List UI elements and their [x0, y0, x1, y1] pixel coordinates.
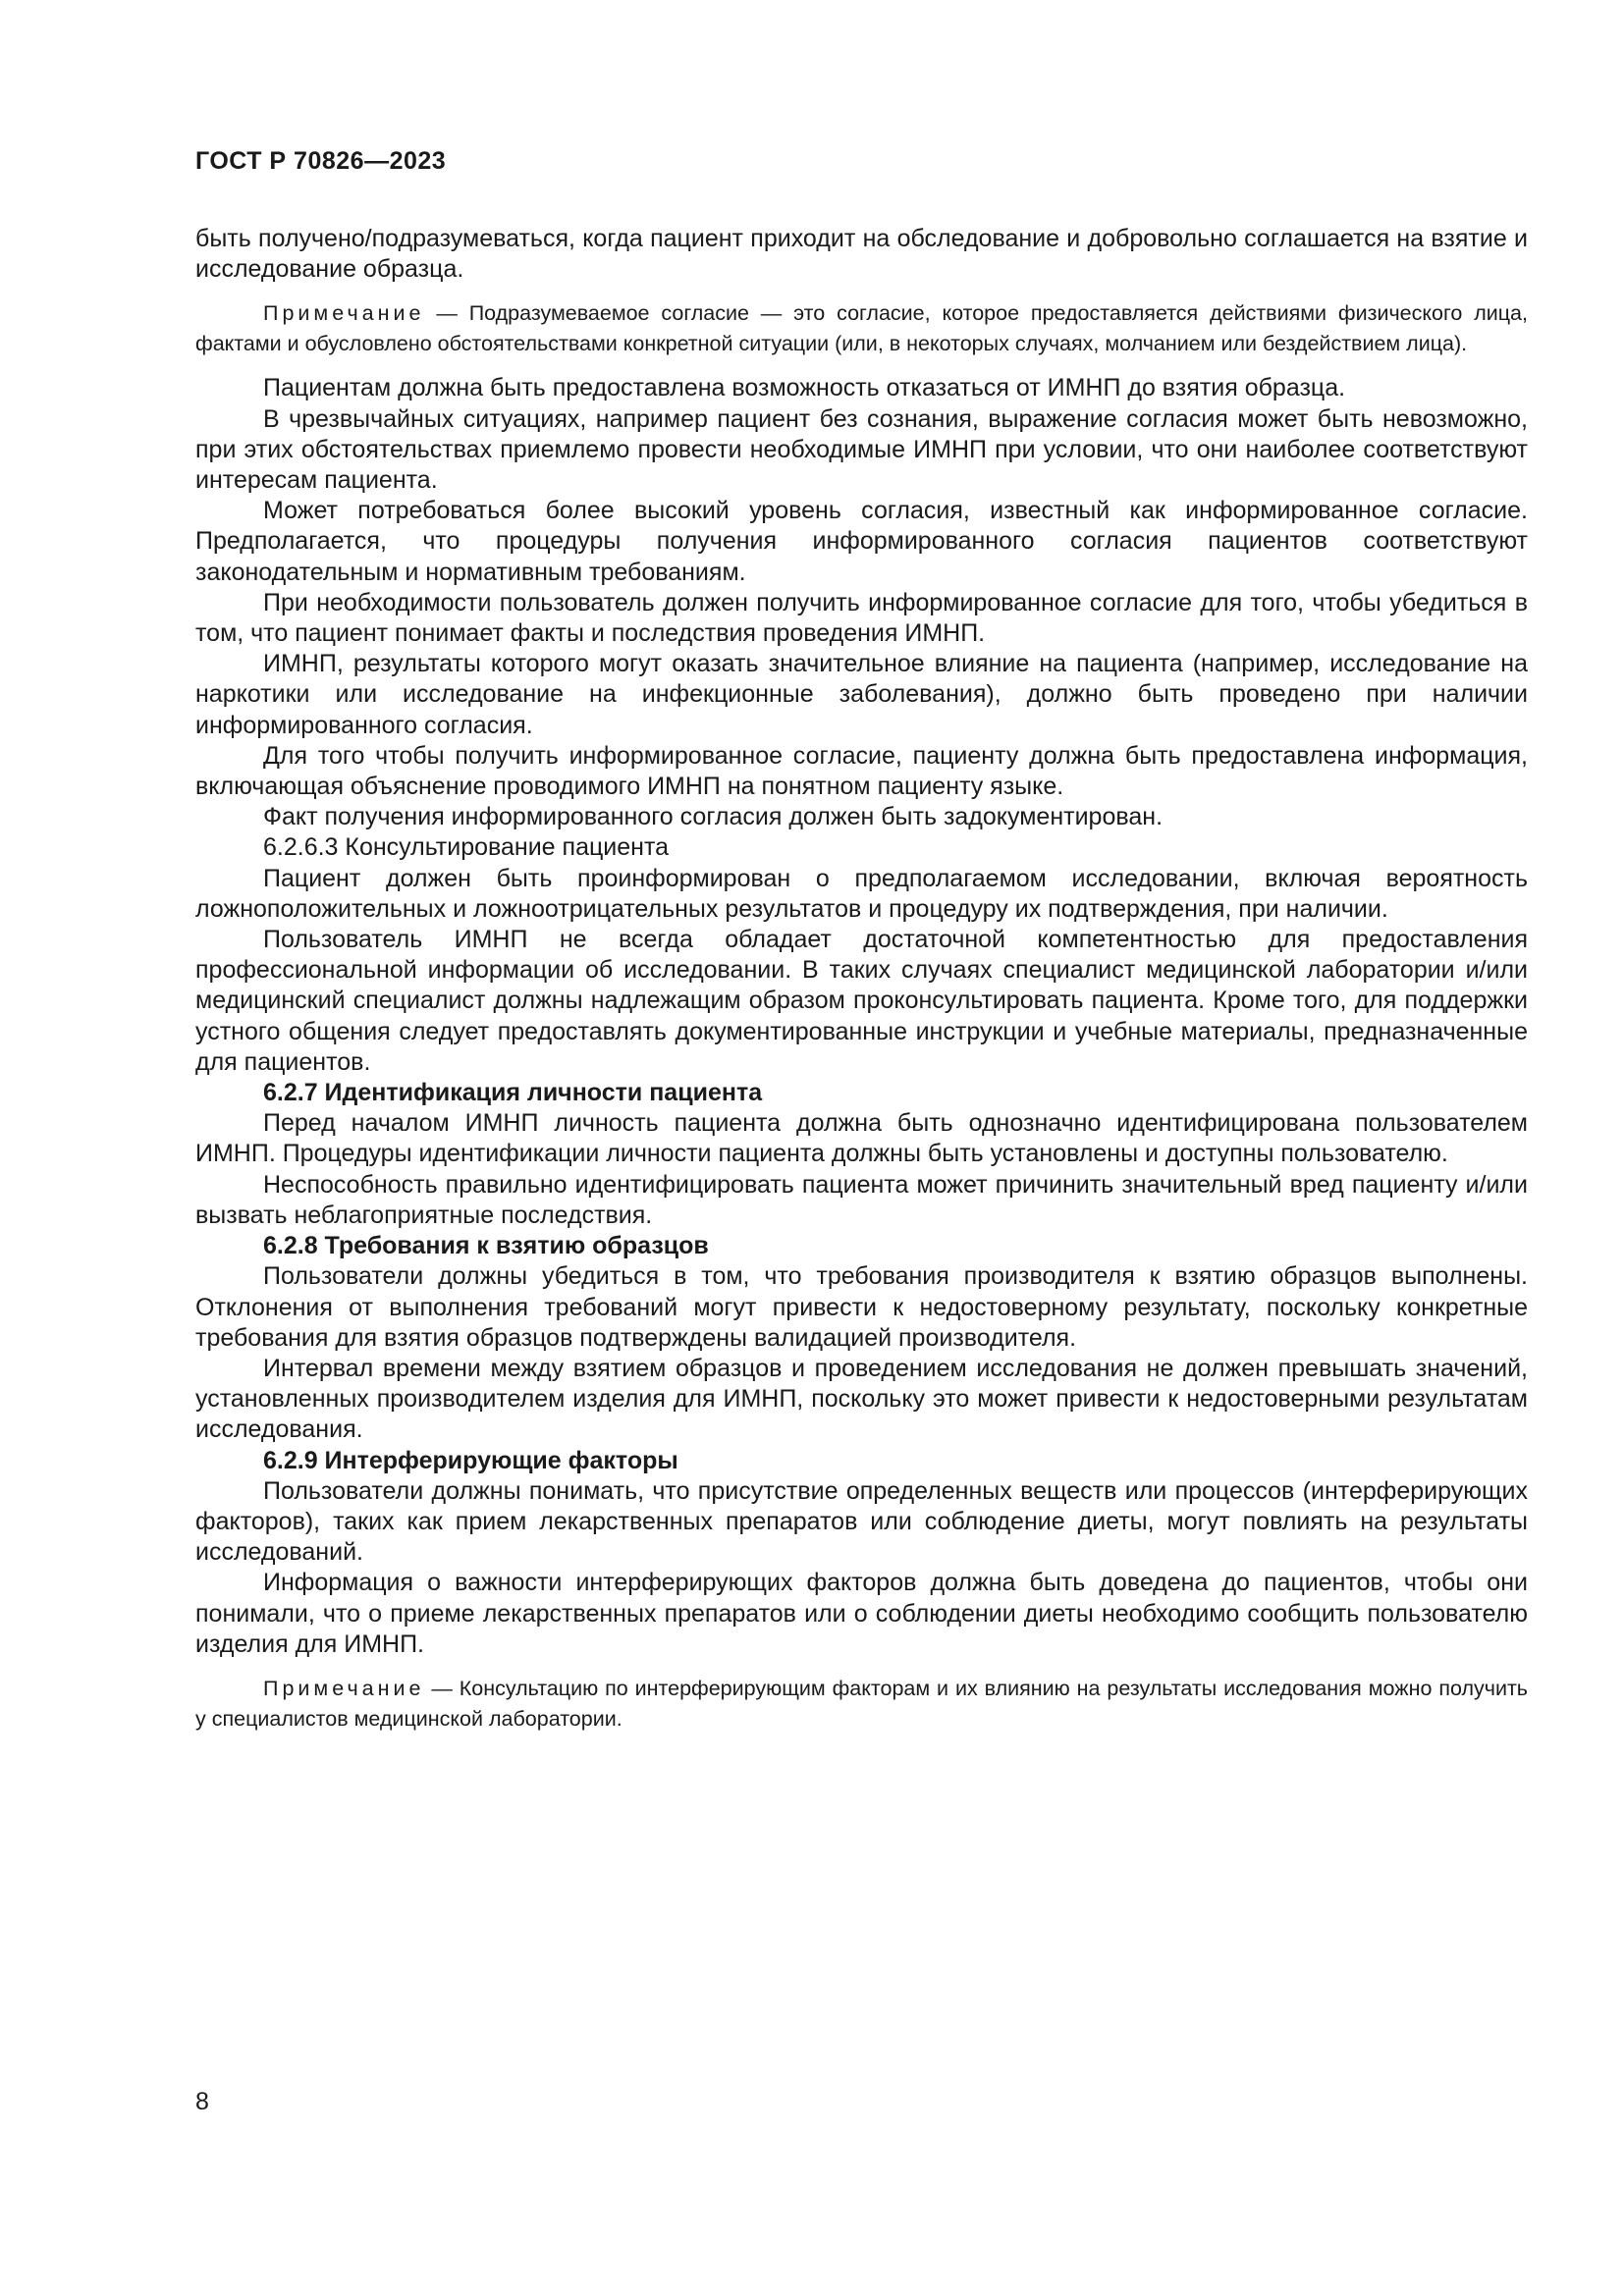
paragraph: Пользователи должны понимать, что присутствие определенных веществ или процессов (интерферирующих факторов), таких как прием лекарственных препаратов или соблюдение диеты, могут повлиять на результаты исследований.	[195, 1476, 1528, 1567]
section-heading: 6.2.8 Требования к взятию образцов	[263, 1232, 709, 1260]
section-heading: 6.2.7 Идентификация личности пациента	[263, 1079, 763, 1107]
section-heading: 6.2.9 Интерферирующие факторы	[263, 1446, 678, 1474]
paragraph: Факт получения информированного согласия должен быть задокументирован.	[263, 803, 1164, 831]
note-text: — Подразумеваемое согласие — это согласие, которое предоставляется действиями физического лица, фактами и обусловлено обстоятельствами конкретной ситуации (или, в некоторых случаях, молчанием или бездействием лица).	[195, 301, 1528, 356]
paragraph: Интервал времени между взятием образцов и проведением исследования не должен превышать значений, установленных производителем изделия для ИМНП, поскольку это может привести к недостоверными результатам исследования.	[195, 1354, 1528, 1444]
paragraph: ИМНП, результаты которого могут оказать значительное влияние на пациента (например, исследование на наркотики или исследование на инфекционные заболевания), должно быть проведено при наличии информированного согласия.	[195, 650, 1528, 739]
paragraph: Пациент должен быть проинформирован о предполагаемом исследовании, включая вероятность ложноположительных и ложноотрицательных результатов и процедуру их подтверждения, при наличии.	[195, 864, 1528, 923]
paragraph: Информация о важности интерферирующих факторов должна быть доведена до пациентов, чтобы они понимали, что о приеме лекарственных препаратов или о соблюдении диеты необходимо сообщить пользователю изделия для ИМНП.	[195, 1569, 1528, 1658]
paragraph: Пациентам должна быть предоставлена возможность отказаться от ИМНП до взятия образца.	[263, 374, 1346, 402]
note	[195, 298, 1528, 359]
note-label: Примечание	[263, 1676, 425, 1700]
subsection-title: 6.2.6.3 Консультирование пациента	[263, 833, 670, 862]
paragraph: Неспособность правильно идентифицировать пациента может причинить значительный вред пациенту и/или вызвать неблагоприятные последствия.	[195, 1170, 1528, 1229]
paragraph: Пользователи должны убедиться в том, что требования производителя к взятию образцов выполнены. Отклонения от выполнения требований могут привести к недостоверному результату, поскольку конкретные требования для взятия образцов подтверждены валидацией производителя.	[195, 1262, 1528, 1352]
document-number: ГОСТ Р 70826—2023	[195, 147, 447, 175]
paragraph: Для того чтобы получить информированное согласие, пациенту должна быть предоставлена информация, включающая объяснение проводимого ИМНП на понятном пациенту языке.	[195, 741, 1528, 801]
note-label: Примечание	[263, 301, 425, 326]
paragraph: быть получено/подразумеваться, когда пациент приходит на обследование и добровольно соглашается на взятие и исследование образца.	[195, 225, 1528, 284]
paragraph: При необходимости пользователь должен получить информированное согласие для того, чтобы убедиться в том, что пациент понимает факты и последствия проведения ИМНП.	[195, 588, 1528, 648]
paragraph: Пользователь ИМНП не всегда обладает достаточной компетентностью для предоставления профессиональной информации об исследовании. В таких случаях специалист медицинской лаборатории и/или медицинский специалист должны надлежащим образом проконсультировать пациента. Кроме того, для поддержки устного общения следует предоставлять документированные инструкции и учебные материалы, предназначенные для пациентов.	[195, 926, 1528, 1076]
document-body	[195, 224, 1528, 1735]
paragraph: В чрезвычайных ситуациях, например пациент без сознания, выражение согласия может быть невозможно, при этих обстоятельствах приемлемо провести необходимые ИМНП при условии, что они наиболее соответствуют интересам пациента.	[195, 404, 1528, 495]
paragraph: Может потребоваться более высокий уровень согласия, известный как информированное согласие. Предполагается, что процедуры получения информированного согласия пациентов соответствуют законодательным и нормативным требованиям.	[195, 497, 1528, 586]
paragraph: Перед началом ИМНП личность пациента должна быть однозначно идентифицирована пользователем ИМНП. Процедуры идентификации личности пациента должны быть установлены и доступны пользователю.	[195, 1109, 1528, 1168]
page-number: 8	[195, 2088, 209, 2115]
note	[195, 1674, 1528, 1735]
note-text: — Консультацию по интерферирующим факторам и их влиянию на результаты исследования можно получить у специалистов медицинской лаборатории.	[195, 1676, 1528, 1731]
